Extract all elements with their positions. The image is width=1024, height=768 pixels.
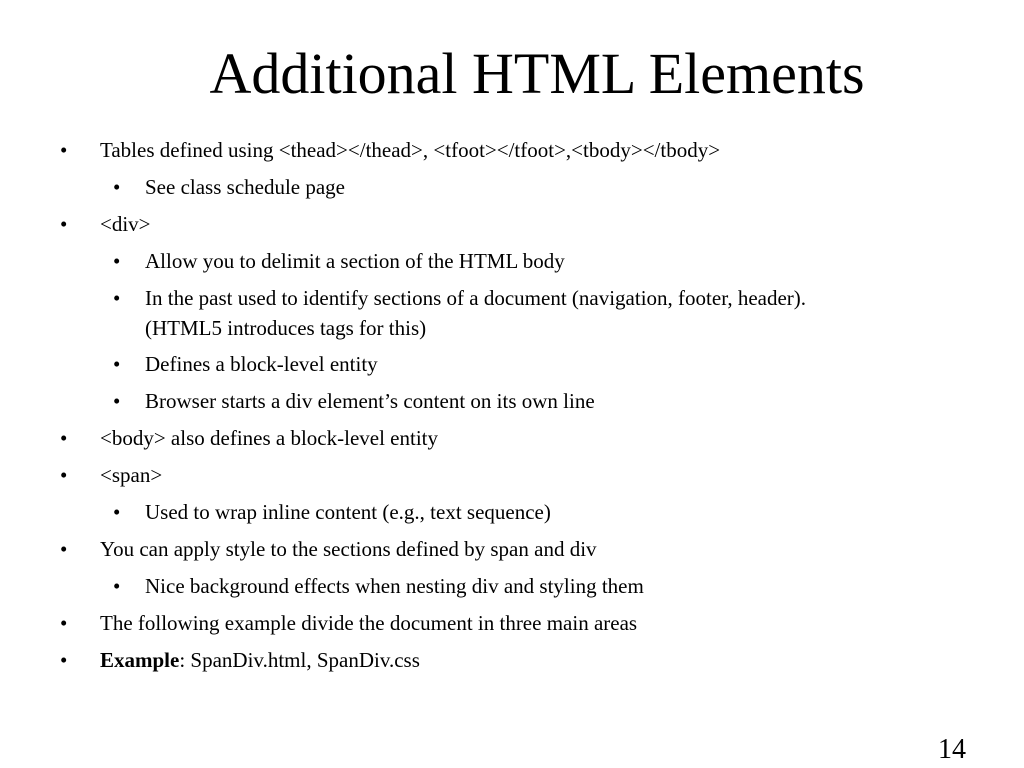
sub-bullet-item-delimit-section: Allow you to delimit a section of the HTML body <box>145 249 565 273</box>
bullet-icon: • <box>60 537 68 561</box>
bullet-item-div: <div> <box>100 212 151 236</box>
sub-bullet-item-inline-content: Used to wrap inline content (e.g., text sequence) <box>145 500 551 524</box>
example-label: Example <box>100 648 180 672</box>
example-files: : SpanDiv.html, SpanDiv.css <box>179 648 420 672</box>
sub-bullet-item-block-level: Defines a block-level entity <box>145 352 378 376</box>
bullet-icon: • <box>60 426 68 450</box>
sub-bullet-icon: • <box>113 249 121 273</box>
bullet-item-tables: Tables defined using <thead></thead>, <tfoot></tfoot>,<tbody></tbody> <box>100 138 721 162</box>
sub-bullet-item-class-schedule: See class schedule page <box>145 175 346 199</box>
bullet-item-three-areas: The following example divide the document in three main areas <box>100 611 638 635</box>
sub-bullet-item-background-effects: Nice background effects when nesting div and styling them <box>145 574 644 598</box>
sub-bullet-icon: • <box>113 286 121 310</box>
bullet-icon: • <box>60 648 68 672</box>
sub-bullet-icon: • <box>113 175 121 199</box>
bullet-icon: • <box>60 212 68 236</box>
bullet-icon: • <box>60 611 68 635</box>
sub-bullet-item-past-usage-continuation: (HTML5 introduces tags for this) <box>145 316 427 340</box>
bullet-item-body: <body> also defines a block-level entity <box>100 426 439 450</box>
page-number: 14 <box>938 734 966 765</box>
bullet-item-example <box>100 646 420 674</box>
slide-title: Additional HTML Elements <box>209 41 865 106</box>
bullet-icon: • <box>60 138 68 162</box>
bullet-icon: • <box>60 463 68 487</box>
sub-bullet-icon: • <box>113 352 121 376</box>
sub-bullet-icon: • <box>113 574 121 598</box>
sub-bullet-icon: • <box>113 500 121 524</box>
bullet-item-apply-style: You can apply style to the sections defined by span and div <box>100 537 597 561</box>
sub-bullet-item-own-line: Browser starts a div element’s content on its own line <box>145 389 595 413</box>
sub-bullet-icon: • <box>113 389 121 413</box>
bullet-item-span: <span> <box>100 463 163 487</box>
sub-bullet-item-past-usage: In the past used to identify sections of a document (navigation, footer, header). <box>145 286 807 310</box>
